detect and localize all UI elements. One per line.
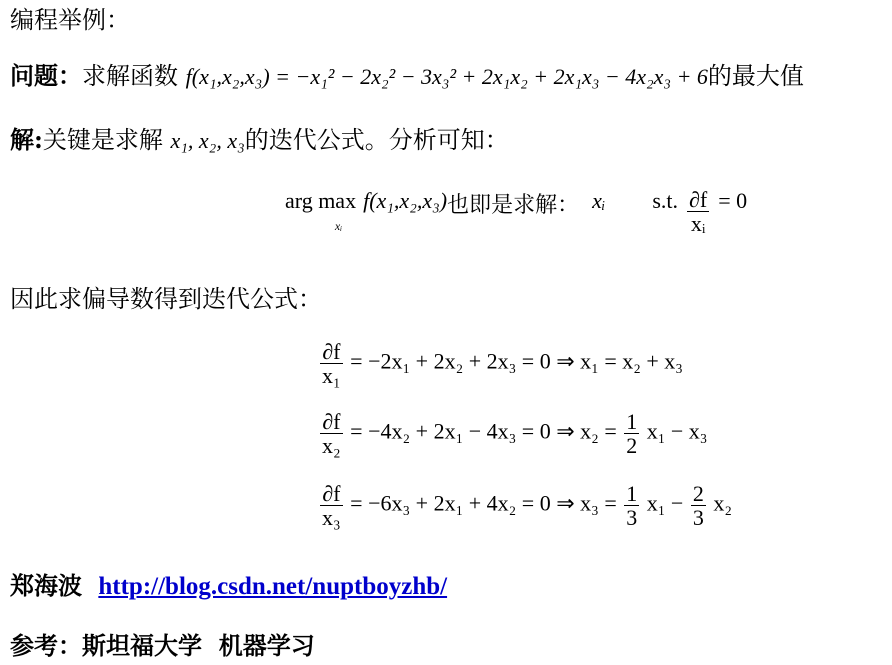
reference-label: 参考： — [10, 631, 82, 660]
argmax-var: xᵢ — [592, 188, 606, 213]
argmax-function: f(x₁,x₂,x₃) — [363, 188, 448, 213]
equation-3-coefficient-2: $\frac{2}{3}$ — [692, 481, 704, 531]
solution-label: 解: — [10, 125, 43, 154]
equation-1-rhs: = −2x₁ + 2x₂ + 2x₃ = 0 ⇒ x₁ = x₂ + x₃ — [350, 348, 683, 374]
solution-text-after: 的迭代公式。分析可知： — [244, 126, 509, 154]
constraint-fraction: $\frac{\partial f}{\text{xᵢ}}$ — [689, 187, 708, 237]
argmax-middle-text: 也即是求解： — [447, 193, 580, 218]
solution-vars: x₁, x₂, x₃ — [170, 128, 245, 153]
equation-3-tail: x₂ — [713, 490, 732, 516]
equation-1 — [318, 340, 683, 387]
equation-2-partial: $\frac{\partial f}{\text{x₂}}$ — [322, 409, 341, 459]
iteration-intro — [10, 283, 322, 315]
solution-statement — [10, 124, 509, 157]
section-heading — [10, 4, 130, 36]
equation-3-partial: $\frac{\partial f}{\text{x₃}}$ — [322, 481, 341, 531]
problem-text-after: 的最大值 — [707, 62, 804, 90]
st-label: s.t. — [652, 188, 679, 213]
equation-3 — [318, 482, 732, 529]
equation-2-coefficient: $\frac{1}{2}$ — [626, 409, 638, 459]
equation-1-partial: $\frac{\partial f}{\text{x₁}}$ — [322, 339, 341, 389]
iteration-intro-text: 因此求偏导数得到迭代公式： — [10, 285, 322, 313]
problem-label: 问题： — [10, 61, 82, 90]
author-line — [10, 570, 447, 603]
equation-3-coefficient-1: $\frac{1}{3}$ — [626, 481, 638, 531]
equation-2 — [318, 410, 707, 457]
reference-line — [10, 630, 315, 662]
equation-2-rhs: = −4x₂ + 2x₁ − 4x₃ = 0 ⇒ x₂ = — [350, 418, 617, 444]
equation-3-rhs: = −6x₃ + 2x₁ + 4x₂ = 0 ⇒ x₃ = — [350, 490, 617, 516]
constraint-rhs: = 0 — [718, 188, 748, 213]
equation-2-tail: x₁ − x₃ — [646, 418, 708, 444]
problem-text-before: 求解函数 — [82, 62, 178, 90]
problem-formula: f(x₁,x₂,x₃) = −x₁² − 2x₂² − 3x₃² + 2x₁x₂ + 2x₁x₃ − 4x₂x₃ + 6 — [185, 64, 708, 89]
argmax-equation — [285, 188, 747, 240]
equation-3-mid: x₁ − — [646, 490, 684, 516]
reference-text: 斯坦福大学 机器学习 — [82, 631, 315, 660]
argmax-operator: arg max xᵢ — [285, 188, 357, 233]
author-name: 郑海波 — [10, 571, 82, 600]
solution-text-before: 关键是求解 — [42, 126, 163, 154]
problem-statement — [10, 60, 804, 93]
author-blog-link[interactable]: http://blog.csdn.net/nuptboyzhb/ — [98, 573, 448, 600]
heading-text: 编程举例： — [10, 6, 130, 34]
